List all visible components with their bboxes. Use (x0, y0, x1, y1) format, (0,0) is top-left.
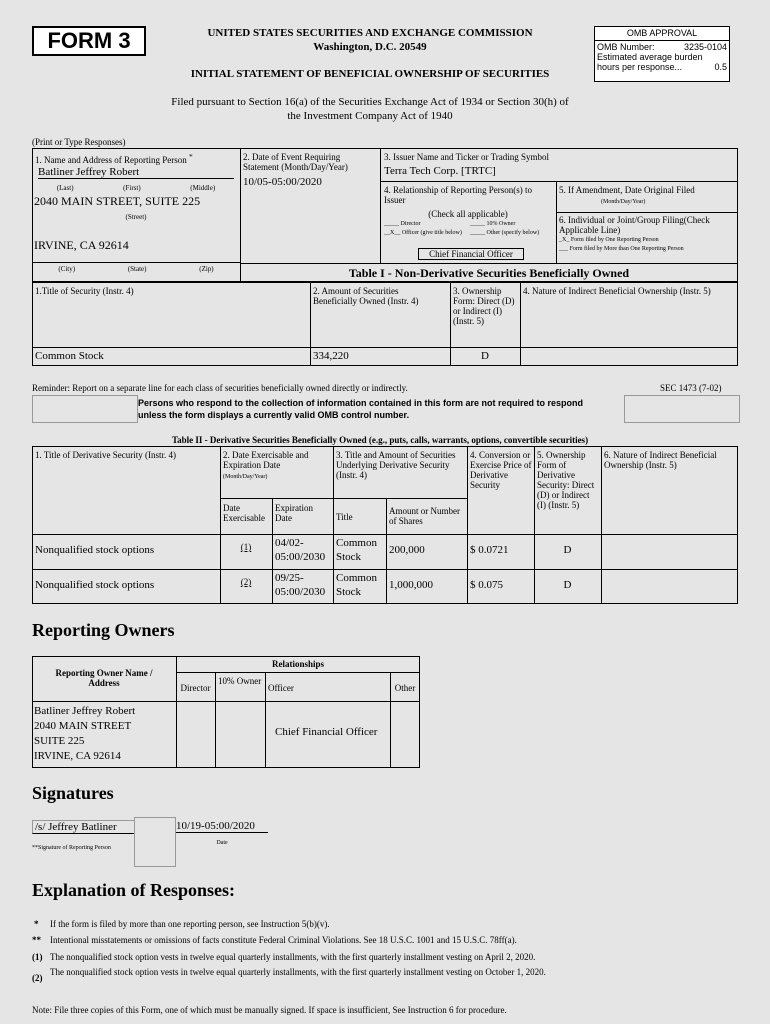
table2-row1-sec-title: Common Stock (336, 537, 377, 563)
state-label: (State) (127, 265, 147, 273)
owners-col-name: Reporting Owner Name / Address (55, 668, 153, 688)
omb-number-label: OMB Number: (597, 42, 655, 52)
table2-h6: 6. Nature of Indirect Beneficial Ownership (Instr. 5) (604, 450, 717, 470)
filed-pursuant-2: the Investment Company Act of 1940 (287, 110, 453, 122)
agency-title: UNITED STATES SECURITIES AND EXCHANGE COMMISSION (207, 27, 533, 39)
reminder-right-box (624, 395, 740, 423)
table2-row1-expiration: 04/02-05:00/2030 (275, 537, 326, 563)
table2-h5: 5. Ownership Form of Derivative Security: Direct (D) or Indirect (I) (Instr. 5) (537, 450, 595, 510)
zip-label: (Zip) (199, 265, 214, 273)
last-label: (Last) (56, 184, 74, 192)
middle-label: (Middle) (190, 184, 216, 192)
box6-label: 6. Individual or Joint/Group Filing(Check Applicable Line) (559, 215, 710, 235)
box5-label: 5. If Amendment, Date Original Filed (559, 185, 695, 195)
owners-relationships: Relationships (271, 659, 324, 669)
owner-city: IRVINE, CA 92614 (34, 750, 121, 762)
reminder-text: Reminder: Report on a separate line for each class of securities beneficially owned directly or indirectly. (32, 383, 408, 393)
omb-hours-label: hours per response... (597, 62, 683, 72)
table2-h4: 4. Conversion or Exercise Price of Derivative Security (470, 450, 532, 490)
reporting-person-name: Batliner Jeffrey Robert (38, 166, 234, 179)
explanation-text-2: Intentional misstatements or omissions of facts constitute Federal Criminal Violations. See 18 U.S.C. 1001 and 15 U.S.C. 78ff(a). (50, 935, 517, 945)
table2-h1: 1. Title of Derivative Security (Instr. 4) (35, 450, 176, 460)
owners-col-ten-owner: 10% Owner (218, 676, 262, 686)
table1-h3: 3. Ownership Form: Direct (D) or Indirect (I) (Instr. 5) (453, 286, 515, 326)
omb-title: OMB APPROVAL (595, 27, 729, 41)
table2-row1-amount: 200,000 (389, 544, 425, 556)
first-label: (First) (123, 184, 141, 192)
form-label: FORM 3 (47, 28, 131, 53)
explanation-mark-1: * (34, 919, 39, 929)
owner-suite: SUITE 225 (34, 735, 85, 747)
table1-row-amount: 334,220 (313, 350, 349, 362)
table2-row2-amount: 1,000,000 (389, 579, 433, 591)
signature-value: /s/ Jeffrey Batliner (32, 820, 135, 834)
reminder-left-box (32, 395, 138, 423)
owner-name: Batliner Jeffrey Robert (34, 705, 136, 717)
explanation-mark-3: (1) (32, 952, 43, 962)
table2-row2-form: D (563, 579, 572, 591)
omb-notice-line2: unless the form displays a currently valid OMB control number. (138, 410, 410, 420)
owner-street: 2040 MAIN STREET (34, 720, 132, 732)
owner-name-address (34, 704, 135, 764)
box1-label: 1. Name and Address of Reporting Person * (35, 152, 193, 165)
table1-h1: 1.Title of Security (Instr. 4) (35, 286, 134, 296)
table1-row-form: D (481, 350, 489, 362)
owners-col-other: Other (394, 683, 416, 693)
box4-check-all: (Check all applicable) (428, 209, 508, 219)
signatures-heading: Signatures (32, 783, 114, 803)
owners-col-director: Director (180, 683, 211, 693)
table2-row1-title: Nonqualified stock options (35, 544, 155, 556)
omb-number: 3235-0104 (683, 42, 727, 52)
signature-date: 10/19-05:00/2020 (176, 820, 268, 833)
explanation-text-1: If the form is filed by more than one reporting person, see Instruction 5(b)(v). (50, 919, 330, 929)
reporting-street: 2040 MAIN STREET, SUITE 225 (34, 194, 201, 208)
table2-h2b: Expiration Date (275, 503, 313, 523)
table2-row1-exercisable[interactable]: (1) (240, 542, 252, 552)
box4-label: 4. Relationship of Reporting Person(s) to Issuer (384, 185, 532, 205)
officer-title: Chief Financial Officer (418, 248, 524, 260)
omb-burden: Estimated average burden (597, 52, 703, 62)
table1-row-title: Common Stock (35, 350, 104, 362)
box4-ten-owner: _____ 10% Owner (470, 221, 516, 227)
box3-label: 3. Issuer Name and Ticker or Trading Symbol (384, 152, 549, 162)
box5-sub: (Month/Day/Year) (601, 199, 646, 205)
street-label: (Street) (125, 213, 147, 221)
table2-row2-expiration: 09/25-05:00/2030 (275, 572, 326, 598)
footer-note: Note: File three copies of this Form, one of which must be manually signed. If space is insufficient, See Instruction 6 for procedure. (32, 1005, 507, 1015)
explanation-heading: Explanation of Responses: (32, 880, 236, 900)
table2-h2a: Date Exercisable (223, 503, 265, 523)
sec-code: SEC 1473 (7-02) (660, 383, 722, 393)
filed-pursuant-1: Filed pursuant to Section 16(a) of the Securities Exchange Act of 1934 or Section 30(h) of (171, 96, 569, 108)
city-label: (City) (58, 265, 76, 273)
signature-label: **Signature of Reporting Person (32, 845, 111, 851)
agency-location: Washington, D.C. 20549 (313, 41, 427, 53)
table2-h3b: Amount or Number of Shares (389, 506, 460, 526)
box4-officer: __X__ Officer (give title below) (384, 230, 462, 236)
omb-hours: 0.5 (714, 62, 727, 72)
omb-notice-line1: Persons who respond to the collection of information contained in this form are not required to respond (138, 398, 584, 408)
owners-col-officer: Officer (268, 683, 294, 693)
owner-officer-title: Chief Financial Officer (275, 726, 378, 738)
table2-row2-exercisable[interactable]: (2) (240, 577, 252, 587)
table2-row1-price: $ 0.0721 (470, 544, 509, 556)
explanation-text-3: The nonqualified stock option vests in twelve equal quarterly installments, with the first quarterly installment vesting on April 2, 2020. (50, 952, 536, 962)
event-date: 10/05-05:00/2020 (243, 176, 322, 188)
box4-other: _____ Other (specify below) (470, 230, 540, 236)
explanation-text-4: The nonqualified stock option vests in twelve equal quarterly installments, with the first quarterly installment vesting on October 1, 2020. (50, 967, 546, 977)
box6-option-more: ___ Form filed by More than One Reporting Person (559, 246, 684, 252)
table2-row2-title: Nonqualified stock options (35, 579, 155, 591)
table2-row1-form: D (563, 544, 572, 556)
table1-h4: 4. Nature of Indirect Beneficial Ownership (Instr. 5) (523, 286, 711, 296)
omb-approval-box (594, 26, 730, 82)
form-label-box (32, 26, 146, 56)
table2-row2-sec-title: Common Stock (336, 572, 377, 598)
box2-label: 2. Date of Event Requiring Statement (Month/Day/Year) (243, 152, 348, 172)
table2-h3: 3. Title and Amount of Securities Underlying Derivative Security (Instr. 4) (336, 450, 456, 480)
table1-title: Table I - Non-Derivative Securities Beneficially Owned (348, 266, 630, 280)
signature-spacer-box (134, 817, 176, 867)
box4-director: _____ Director (384, 221, 421, 227)
signature-date-label: Date (216, 840, 228, 846)
table2-h2-sub: (Month/Day/Year) (223, 474, 268, 480)
table2-title: Table II - Derivative Securities Beneficially Owned (e.g., puts, calls, warrants, options, convertible securities) (171, 435, 589, 445)
table2-h3a: Title (336, 512, 353, 522)
print-type-note: (Print or Type Responses) (32, 137, 126, 147)
table2-h2: 2. Date Exercisable and Expiration Date (223, 450, 309, 470)
table1-h2: 2. Amount of Securities Beneficially Owned (Instr. 4) (313, 286, 419, 306)
statement-title: INITIAL STATEMENT OF BENEFICIAL OWNERSHIP OF SECURITIES (190, 68, 550, 80)
explanation-mark-4: (2) (32, 973, 43, 983)
table2-row2-price: $ 0.075 (470, 579, 503, 591)
reporting-city: IRVINE, CA 92614 (34, 238, 129, 252)
reporting-owners-heading: Reporting Owners (32, 620, 175, 640)
issuer-name: Terra Tech Corp. [TRTC] (384, 165, 496, 177)
explanation-mark-2: ** (32, 935, 41, 945)
box6-option-one: _X_ Form filed by One Reporting Person (559, 237, 659, 243)
